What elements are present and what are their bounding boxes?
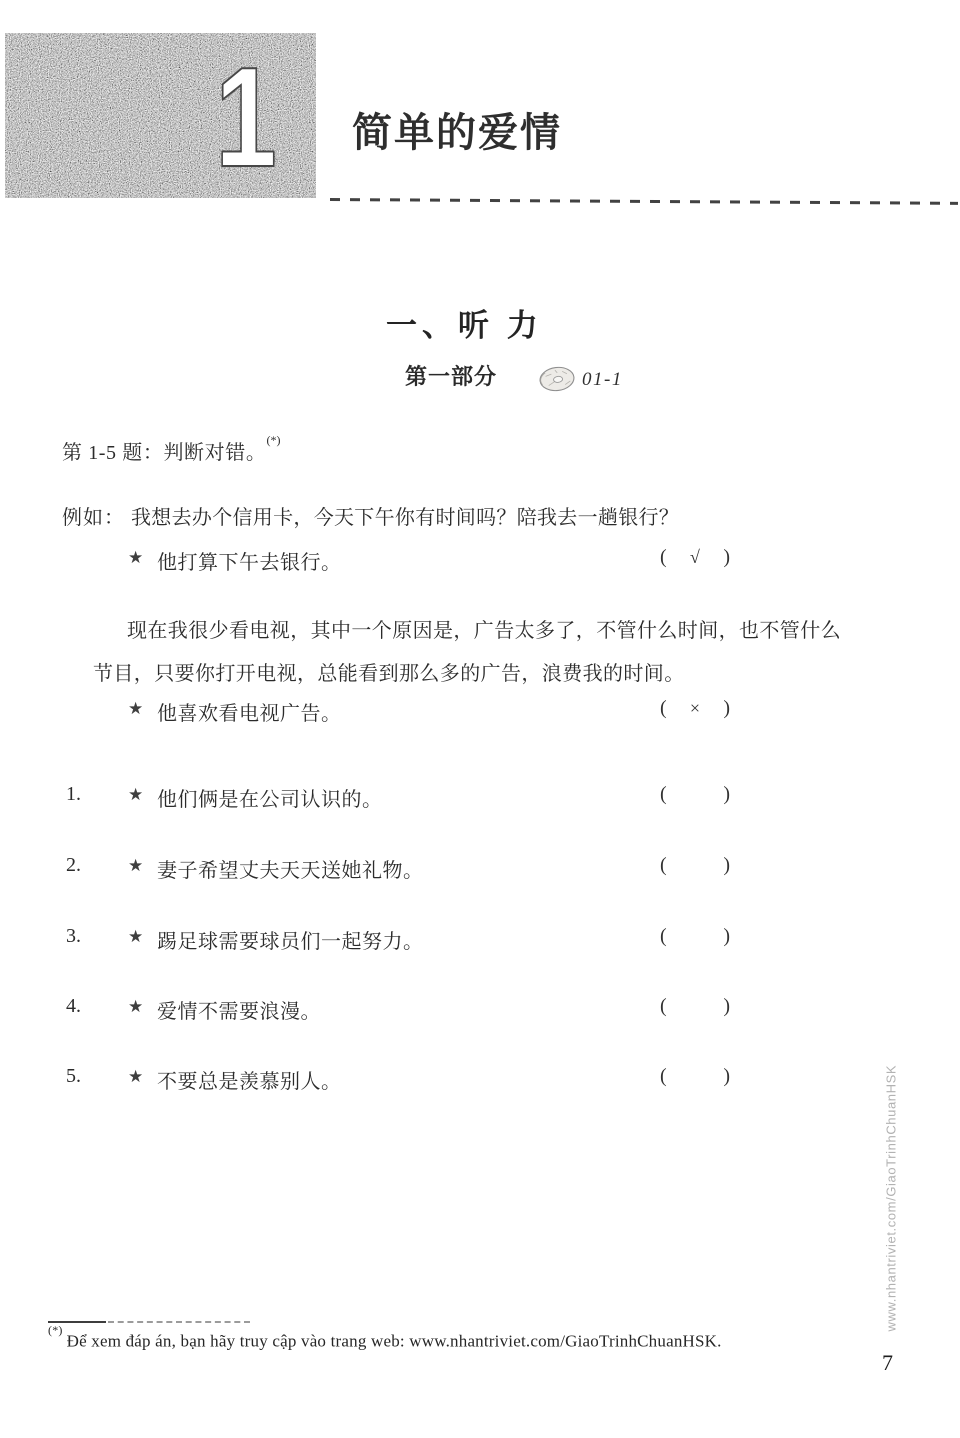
question-row-2 bbox=[0, 854, 960, 882]
question-text: 他们俩是在公司认识的。 bbox=[157, 789, 383, 811]
example-dialogue: 我想去办个信用卡，今天下午你有时间吗？陪我去一趟银行？ bbox=[131, 507, 680, 529]
vertical-watermark-url: www.nhantriviet.com/GiaoTrinhChuanHSK bbox=[883, 1064, 899, 1332]
question-number: 1. bbox=[66, 783, 81, 805]
cd-disc-icon bbox=[537, 364, 579, 394]
question-text: 妻子希望丈夫天天送她礼物。 bbox=[157, 860, 424, 882]
star-icon: ★ bbox=[128, 997, 144, 1016]
paren-close: ) bbox=[723, 783, 730, 805]
header-dashed-rule bbox=[330, 198, 958, 205]
star-icon: ★ bbox=[128, 856, 144, 875]
answer-cross-mark: × bbox=[689, 698, 701, 718]
question-text: 爱情不需要浪漫。 bbox=[157, 1001, 321, 1023]
example-label: 例如： bbox=[62, 507, 125, 529]
footnote-marker: (*) bbox=[48, 1323, 63, 1337]
footnote-ref-superscript: (*) bbox=[266, 433, 281, 448]
paren-open: ( bbox=[660, 546, 667, 568]
unit-number: 1 bbox=[215, 38, 277, 197]
example-statement-2: 他喜欢看电视广告。 bbox=[157, 703, 342, 725]
audio-track-label: 01-1 bbox=[582, 369, 623, 390]
paren-close: ) bbox=[723, 1065, 730, 1087]
question-number: 3. bbox=[66, 925, 81, 947]
answer-parentheses bbox=[660, 925, 730, 948]
instructions-line bbox=[62, 433, 281, 465]
example-statement: 他打算下午去银行。 bbox=[157, 552, 342, 574]
paren-open: ( bbox=[660, 995, 667, 1017]
footnote-rule-dashed bbox=[108, 1321, 250, 1323]
part-label: 第一部分 bbox=[405, 364, 498, 389]
section-title: 一、听 力 bbox=[386, 308, 543, 343]
paren-close: ) bbox=[723, 697, 730, 719]
example-statement-row bbox=[0, 546, 960, 574]
question-row-5 bbox=[0, 1065, 960, 1093]
star-icon: ★ bbox=[128, 548, 144, 567]
example-passage-line1: 现在我很少看电视，其中一个原因是，广告太多了，不管什么时间，也不管什么 bbox=[127, 620, 841, 642]
question-number: 4. bbox=[66, 995, 81, 1017]
answer-parentheses bbox=[660, 854, 730, 877]
question-row-3 bbox=[0, 925, 960, 953]
paren-close: ) bbox=[723, 546, 730, 568]
answer-parentheses bbox=[660, 783, 730, 806]
page-number: 7 bbox=[882, 1350, 893, 1375]
paren-open: ( bbox=[660, 697, 667, 719]
paren-close: ) bbox=[723, 925, 730, 947]
question-row-1 bbox=[0, 783, 960, 811]
paren-open: ( bbox=[660, 854, 667, 876]
answer-parentheses bbox=[660, 546, 730, 569]
instructions-text: 第 1-5 题：判断对错。 bbox=[62, 442, 267, 464]
star-icon: ★ bbox=[128, 927, 144, 946]
question-row-4 bbox=[0, 995, 960, 1023]
answer-parentheses bbox=[660, 697, 730, 720]
star-icon: ★ bbox=[128, 1067, 144, 1086]
question-text: 踢足球需要球员们一起努力。 bbox=[157, 931, 424, 953]
paren-close: ) bbox=[723, 995, 730, 1017]
question-number: 2. bbox=[66, 854, 81, 876]
example-passage-line2: 节目，只要你打开电视，总能看到那么多的广告，浪费我的时间。 bbox=[93, 663, 685, 685]
question-text: 不要总是羡慕别人。 bbox=[157, 1071, 342, 1093]
footnote-line bbox=[48, 1323, 722, 1352]
example-statement-row-2 bbox=[0, 697, 960, 725]
star-icon: ★ bbox=[128, 785, 144, 804]
paren-open: ( bbox=[660, 925, 667, 947]
answer-parentheses bbox=[660, 995, 730, 1018]
question-number: 5. bbox=[66, 1065, 81, 1087]
paren-open: ( bbox=[660, 783, 667, 805]
star-icon: ★ bbox=[128, 699, 144, 718]
paren-open: ( bbox=[660, 1065, 667, 1087]
paren-close: ) bbox=[723, 854, 730, 876]
footnote-text: Để xem đáp án, bạn hãy truy cập vào trang web: www.nhantriviet.com/GiaoTrinhChuanHSK. bbox=[66, 1331, 722, 1351]
answer-check-mark: √ bbox=[690, 547, 700, 567]
answer-parentheses bbox=[660, 1065, 730, 1088]
unit-title: 简单的爱情 bbox=[352, 111, 562, 155]
